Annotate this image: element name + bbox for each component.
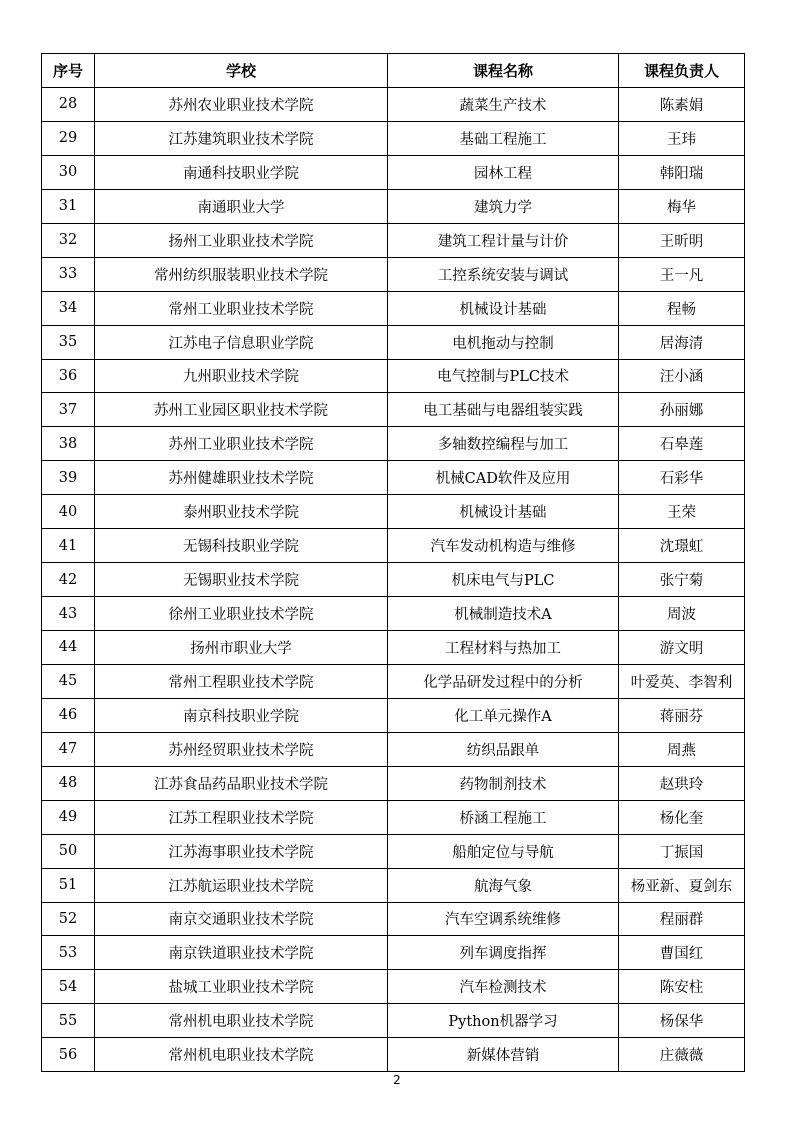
table-row <box>42 291 745 325</box>
cell-owner: 居海清 <box>619 325 745 359</box>
cell-course: 电气控制与PLC技术 <box>388 359 619 393</box>
cell-owner: 庄薇薇 <box>619 1038 745 1072</box>
table-row <box>42 359 745 393</box>
cell-owner: 陈安柱 <box>619 970 745 1004</box>
cell-school: 苏州农业职业技术学院 <box>95 88 388 122</box>
cell-owner: 梅华 <box>619 189 745 223</box>
cell-course: 列车调度指挥 <box>388 936 619 970</box>
cell-school: 南京交通职业技术学院 <box>95 902 388 936</box>
table-row <box>42 88 745 122</box>
table-row <box>42 121 745 155</box>
cell-owner: 杨亚新、夏剑东 <box>619 868 745 902</box>
table-row <box>42 529 745 563</box>
cell-owner: 陈素娟 <box>619 88 745 122</box>
cell-index: 39 <box>42 461 95 495</box>
cell-owner: 程畅 <box>619 291 745 325</box>
cell-course: 机械制造技术A <box>388 597 619 631</box>
page-number: 2 <box>393 1073 401 1087</box>
cell-course: 机械CAD软件及应用 <box>388 461 619 495</box>
cell-index: 28 <box>42 88 95 122</box>
table-row <box>42 563 745 597</box>
cell-index: 53 <box>42 936 95 970</box>
cell-index: 44 <box>42 631 95 665</box>
cell-index: 43 <box>42 597 95 631</box>
cell-course: 汽车检测技术 <box>388 970 619 1004</box>
cell-index: 37 <box>42 393 95 427</box>
cell-index: 55 <box>42 1004 95 1038</box>
header-index: 序号 <box>42 54 95 88</box>
cell-school: 江苏电子信息职业学院 <box>95 325 388 359</box>
cell-course: 船舶定位与导航 <box>388 834 619 868</box>
table-row <box>42 631 745 665</box>
cell-school: 南通科技职业学院 <box>95 155 388 189</box>
cell-school: 常州纺织服装职业技术学院 <box>95 257 388 291</box>
cell-owner: 王一凡 <box>619 257 745 291</box>
cell-school: 泰州职业技术学院 <box>95 495 388 529</box>
cell-course: 药物制剂技术 <box>388 766 619 800</box>
cell-school: 江苏海事职业技术学院 <box>95 834 388 868</box>
cell-index: 49 <box>42 800 95 834</box>
cell-owner: 王玮 <box>619 121 745 155</box>
cell-course: 电机拖动与控制 <box>388 325 619 359</box>
table-row <box>42 461 745 495</box>
cell-course: 基础工程施工 <box>388 121 619 155</box>
header-owner: 课程负责人 <box>619 54 745 88</box>
cell-index: 31 <box>42 189 95 223</box>
table-row <box>42 427 745 461</box>
cell-index: 47 <box>42 732 95 766</box>
cell-index: 54 <box>42 970 95 1004</box>
cell-owner: 汪小涵 <box>619 359 745 393</box>
course-table <box>41 53 745 1072</box>
cell-index: 52 <box>42 902 95 936</box>
cell-school: 常州工业职业技术学院 <box>95 291 388 325</box>
cell-school: 扬州市职业大学 <box>95 631 388 665</box>
table-row <box>42 223 745 257</box>
cell-index: 50 <box>42 834 95 868</box>
cell-index: 51 <box>42 868 95 902</box>
cell-course: 机械设计基础 <box>388 495 619 529</box>
cell-index: 30 <box>42 155 95 189</box>
cell-school: 江苏航运职业技术学院 <box>95 868 388 902</box>
table-row <box>42 325 745 359</box>
cell-school: 苏州经贸职业技术学院 <box>95 732 388 766</box>
cell-index: 40 <box>42 495 95 529</box>
cell-course: 机械设计基础 <box>388 291 619 325</box>
cell-owner: 叶爱英、李智利 <box>619 664 745 698</box>
cell-index: 38 <box>42 427 95 461</box>
cell-owner: 丁振国 <box>619 834 745 868</box>
cell-school: 常州工程职业技术学院 <box>95 664 388 698</box>
cell-owner: 游文明 <box>619 631 745 665</box>
cell-course: 化学品研发过程中的分析 <box>388 664 619 698</box>
table-row <box>42 1038 745 1072</box>
cell-course: 桥涵工程施工 <box>388 800 619 834</box>
table-row <box>42 766 745 800</box>
table-row <box>42 698 745 732</box>
cell-index: 32 <box>42 223 95 257</box>
cell-owner: 赵珙玲 <box>619 766 745 800</box>
table-row <box>42 936 745 970</box>
cell-course: 多轴数控编程与加工 <box>388 427 619 461</box>
table-row <box>42 597 745 631</box>
cell-school: 苏州工业园区职业技术学院 <box>95 393 388 427</box>
cell-school: 扬州工业职业技术学院 <box>95 223 388 257</box>
cell-index: 48 <box>42 766 95 800</box>
cell-school: 无锡科技职业学院 <box>95 529 388 563</box>
cell-school: 九州职业技术学院 <box>95 359 388 393</box>
cell-index: 41 <box>42 529 95 563</box>
cell-owner: 周波 <box>619 597 745 631</box>
cell-school: 常州机电职业技术学院 <box>95 1038 388 1072</box>
cell-owner: 韩阳瑞 <box>619 155 745 189</box>
cell-owner: 沈璟虹 <box>619 529 745 563</box>
table-row <box>42 868 745 902</box>
cell-owner: 石彩华 <box>619 461 745 495</box>
cell-owner: 石皋莲 <box>619 427 745 461</box>
cell-course: 纺织品跟单 <box>388 732 619 766</box>
table-row <box>42 257 745 291</box>
table-row <box>42 155 745 189</box>
cell-index: 36 <box>42 359 95 393</box>
cell-course: 工控系统安装与调试 <box>388 257 619 291</box>
cell-index: 42 <box>42 563 95 597</box>
cell-school: 江苏食品药品职业技术学院 <box>95 766 388 800</box>
cell-course: 新媒体营销 <box>388 1038 619 1072</box>
cell-owner: 孙丽娜 <box>619 393 745 427</box>
cell-course: 化工单元操作A <box>388 698 619 732</box>
cell-course: 汽车空调系统维修 <box>388 902 619 936</box>
cell-school: 南京铁道职业技术学院 <box>95 936 388 970</box>
cell-owner: 王昕明 <box>619 223 745 257</box>
cell-school: 江苏工程职业技术学院 <box>95 800 388 834</box>
cell-course: 机床电气与PLC <box>388 563 619 597</box>
cell-owner: 曹国红 <box>619 936 745 970</box>
cell-school: 江苏建筑职业技术学院 <box>95 121 388 155</box>
cell-course: 建筑工程计量与计价 <box>388 223 619 257</box>
header-course: 课程名称 <box>388 54 619 88</box>
cell-owner: 杨保华 <box>619 1004 745 1038</box>
cell-index: 46 <box>42 698 95 732</box>
cell-owner: 杨化奎 <box>619 800 745 834</box>
cell-course: 工程材料与热加工 <box>388 631 619 665</box>
cell-owner: 王荣 <box>619 495 745 529</box>
cell-school: 徐州工业职业技术学院 <box>95 597 388 631</box>
cell-owner: 蒋丽芬 <box>619 698 745 732</box>
table-row <box>42 393 745 427</box>
table-row <box>42 902 745 936</box>
cell-school: 南通职业大学 <box>95 189 388 223</box>
cell-index: 35 <box>42 325 95 359</box>
cell-course: 建筑力学 <box>388 189 619 223</box>
cell-school: 常州机电职业技术学院 <box>95 1004 388 1038</box>
table-row <box>42 495 745 529</box>
cell-course: 园林工程 <box>388 155 619 189</box>
cell-index: 29 <box>42 121 95 155</box>
table-row <box>42 1004 745 1038</box>
cell-school: 苏州工业职业技术学院 <box>95 427 388 461</box>
table-row <box>42 732 745 766</box>
cell-index: 45 <box>42 664 95 698</box>
cell-school: 南京科技职业学院 <box>95 698 388 732</box>
table-row <box>42 664 745 698</box>
cell-owner: 周燕 <box>619 732 745 766</box>
cell-index: 56 <box>42 1038 95 1072</box>
cell-owner: 程丽群 <box>619 902 745 936</box>
cell-index: 33 <box>42 257 95 291</box>
table-header-row <box>42 54 745 88</box>
cell-course: 电工基础与电器组装实践 <box>388 393 619 427</box>
cell-course: 蔬菜生产技术 <box>388 88 619 122</box>
header-school: 学校 <box>95 54 388 88</box>
table-row <box>42 834 745 868</box>
table-row <box>42 800 745 834</box>
table-row <box>42 189 745 223</box>
cell-index: 34 <box>42 291 95 325</box>
cell-course: Python机器学习 <box>388 1004 619 1038</box>
cell-course: 航海气象 <box>388 868 619 902</box>
cell-school: 无锡职业技术学院 <box>95 563 388 597</box>
cell-school: 盐城工业职业技术学院 <box>95 970 388 1004</box>
cell-owner: 张宁菊 <box>619 563 745 597</box>
table-row <box>42 970 745 1004</box>
cell-course: 汽车发动机构造与维修 <box>388 529 619 563</box>
cell-school: 苏州健雄职业技术学院 <box>95 461 388 495</box>
